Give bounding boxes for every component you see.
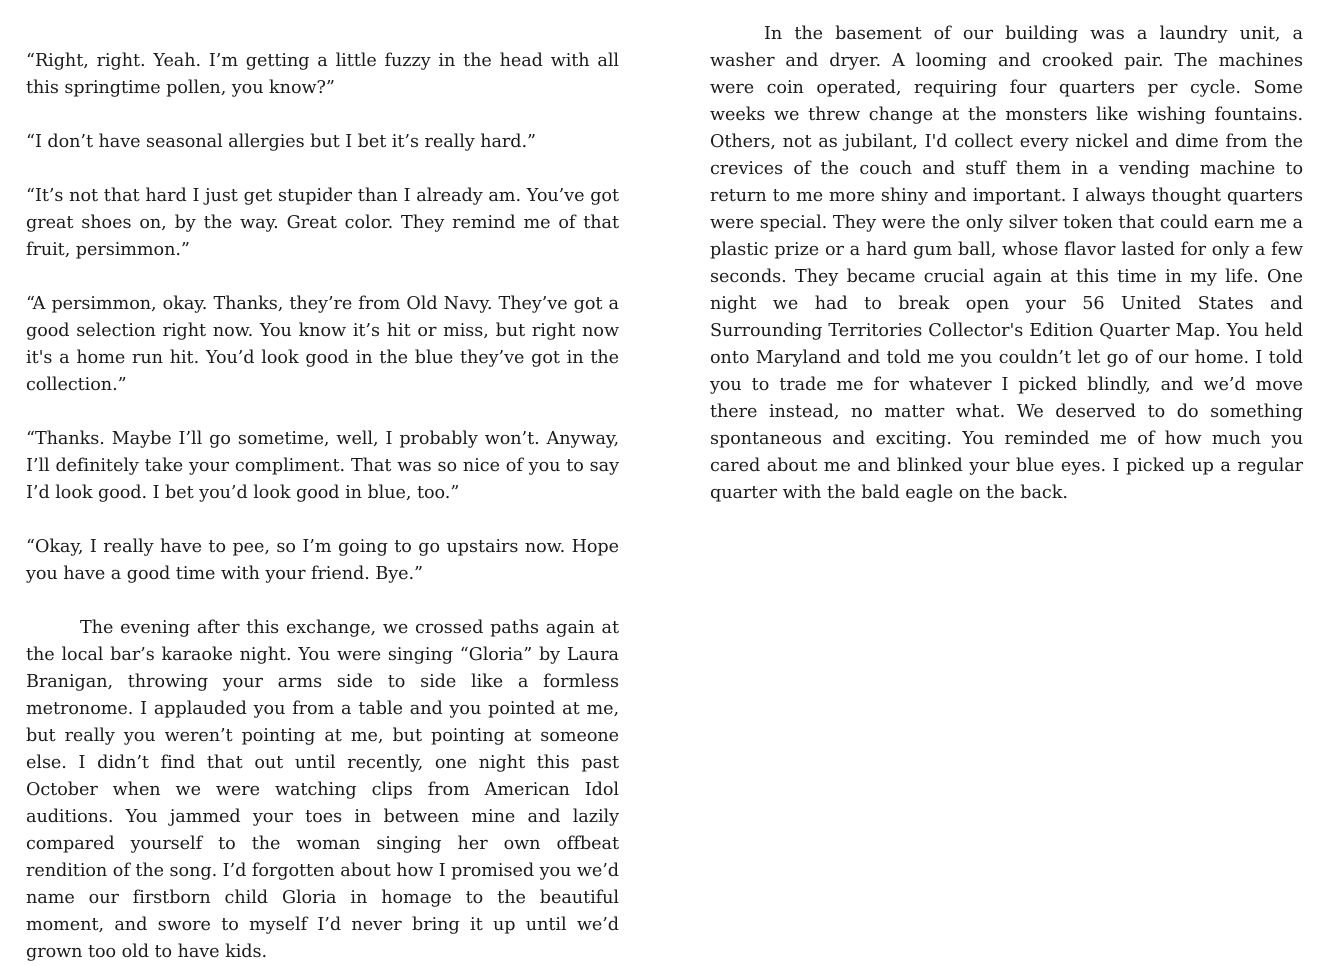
dialogue-paragraph-4: “A persimmon, okay. Thanks, they’re from Old Navy. They’ve got a good selection right now. You know it’s hit or miss, but right now it's a home run hit. You’d look good in the blue they’ve got in the collection.” [26,294,619,395]
narrative-paragraph-karaoke: The evening after this exchange, we crossed paths again at the local bar’s karaoke night. You were singing “Gloria” by Laura Branigan, throwing your arms side to side like a formless metronome. I applauded you from a table and you pointed at me, but really you weren’t pointing at me, but pointing at someone else. I didn’t find that out until recently, one night this past October when we were watching clips from American Idol auditions. You jammed your toes in between mine and lazily compared yourself to the woman singing her own offbeat rendition of the song. I’d forgotten about how I promised you we’d name our firstborn child Gloria in homage to the beautiful moment, and swore to myself I’d never bring it up until we’d grown too old to have kids. [26,618,619,962]
right-page [710,0,1303,962]
dialogue-paragraph-3: “It’s not that hard I just get stupider than I already am. You’ve got great shoes on, by the way. Great color. They remind me of that fruit, persimmon.” [26,186,619,260]
dialogue-paragraph-5: “Thanks. Maybe I’ll go sometime, well, I probably won’t. Anyway, I’ll definitely take your compliment. That was so nice of you to say I’d look good. I bet you’d look good in blue, too.” [26,429,619,503]
dialogue-paragraph-2: “I don’t have seasonal allergies but I bet it’s really hard.” [26,132,536,152]
narrative-paragraph-laundry: In the basement of our building was a laundry unit, a washer and dryer. A looming and crooked pair. The machines were coin operated, requiring four quarters per cycle. Some weeks we threw change at the monsters like wishing fountains. Others, not as jubilant, I'd collect every nickel and dime from the crevices of the couch and stuff them in a vending machine to return to me more shiny and important. I always thought quarters were special. They were the only silver token that could earn me a plastic prize or a hard gum ball, whose flavor lasted for only a few seconds. They became crucial again at this time in my life. One night we had to break open your 56 United States and Surrounding Territories Collector's Edition Quarter Map. You held onto Maryland and told me you couldn’t let go of our home. I told you to trade me for whatever I picked blindly, and we’d move there instead, no matter what. We deserved to do something spontaneous and exciting. You reminded me of how much you cared about me and blinked your blue eyes. I picked up a regular quarter with the bald eagle on the back. [710,24,1303,503]
dialogue-paragraph-1: “Right, right. Yeah. I’m getting a little fuzzy in the head with all this springtime pollen, you know?” [26,51,619,98]
dialogue-paragraph-6: “Okay, I really have to pee, so I’m going to go upstairs now. Hope you have a good time with your friend. Bye.” [26,537,619,584]
left-page [26,0,619,962]
